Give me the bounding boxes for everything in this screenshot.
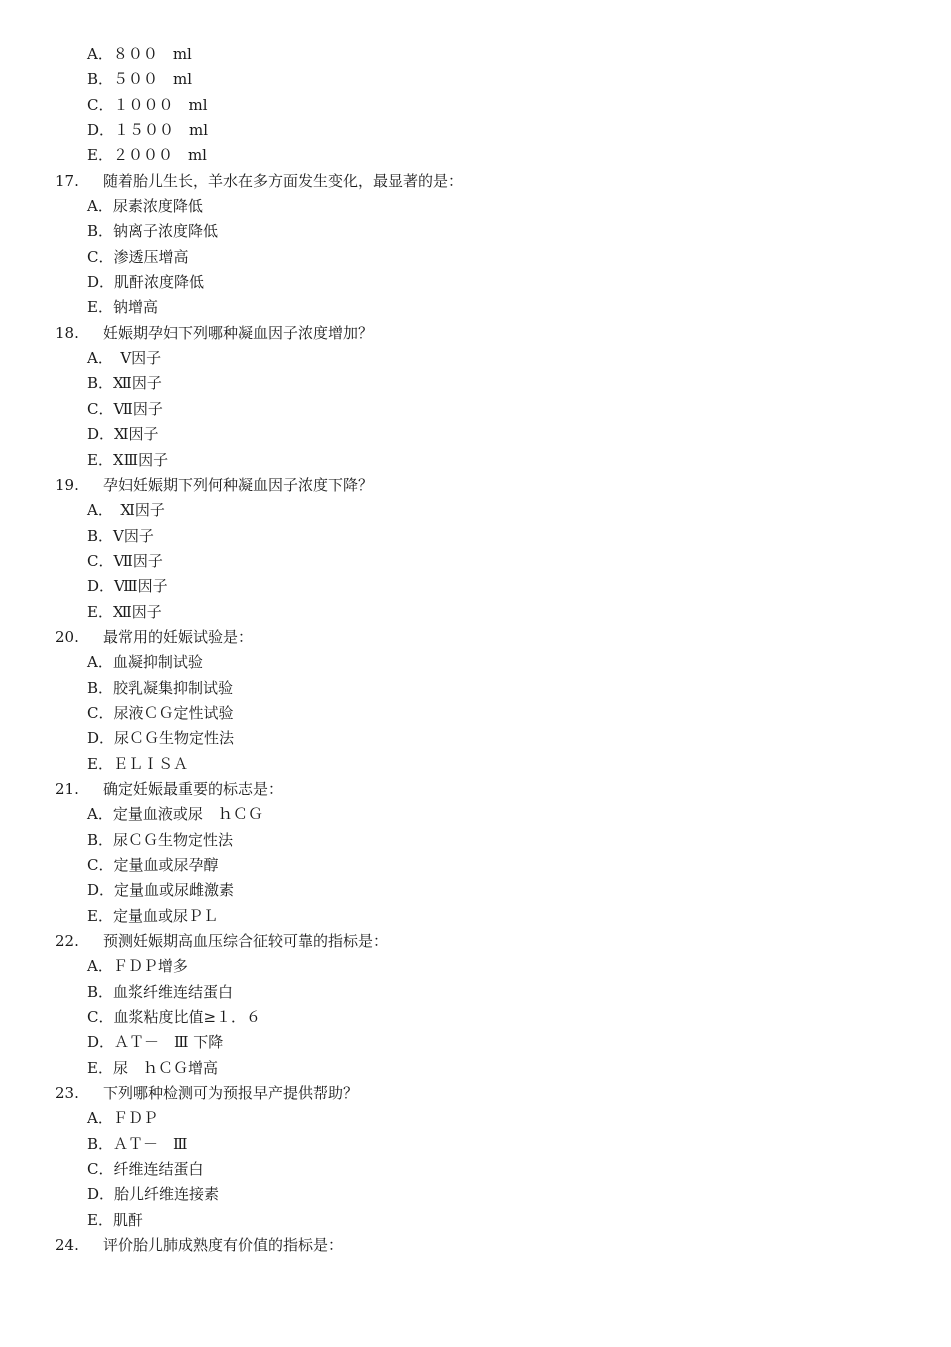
- question-text: 评价胎儿肺成熟度有价值的指标是：: [103, 1236, 344, 1255]
- answer-option: E．尿 ｈＣＧ增高: [87, 1058, 218, 1077]
- answer-option: D．肌酐浓度降低: [87, 273, 205, 292]
- answer-option: C．定量血或尿孕醇: [87, 856, 219, 874]
- question-number: 24.: [55, 1236, 79, 1255]
- answer-option: A．８００ ml: [87, 45, 192, 63]
- answer-option: A．ＦＤＰ: [87, 1109, 158, 1128]
- question-number: 22.: [55, 932, 79, 951]
- answer-option: A．血凝抑制试验: [87, 653, 203, 672]
- question-number: 19.: [55, 475, 79, 494]
- answer-option: C．１０００ ml: [87, 95, 208, 114]
- question-number: 23.: [55, 1084, 79, 1103]
- answer-option: D．定量血或尿雌激素: [87, 881, 235, 900]
- question-text: 妊娠期孕妇下列哪种凝血因子浓度增加？: [103, 323, 374, 342]
- answer-option: C．渗透压增高: [87, 247, 189, 266]
- answer-option: A． Ⅴ因子: [87, 349, 162, 368]
- question-number: 17.: [55, 171, 79, 190]
- answer-option: E．ⅩⅢ因子: [87, 450, 169, 469]
- question-stem: [0, 777, 951, 802]
- question-text: 确定妊娠最重要的标志是：: [103, 779, 284, 798]
- answer-option: C．纤维连结蛋白: [87, 1160, 204, 1179]
- answer-option: B．ＡＴ－ Ⅲ: [87, 1134, 188, 1153]
- answer-option: A．定量血液或尿 ｈＣＧ: [87, 805, 263, 824]
- question-stem: [0, 625, 951, 650]
- answer-option: E．Ⅻ因子: [87, 602, 162, 621]
- answer-option: D．１５００ ml: [87, 121, 209, 140]
- answer-option: D．Ⅷ因子: [87, 577, 168, 596]
- question-text: 预测妊娠期高血压综合征较可靠的指标是：: [103, 932, 389, 951]
- question-text: 孕妇妊娠期下列何种凝血因子浓度下降？: [103, 475, 374, 494]
- question-stem: [0, 1081, 951, 1106]
- answer-option: A．尿素浓度降低: [87, 197, 203, 216]
- answer-option: E．定量血或尿ＰＬ: [87, 906, 218, 925]
- question-number: 20.: [55, 627, 79, 646]
- answer-option: D．ＡＴ－ Ⅲ 下降: [87, 1033, 224, 1052]
- answer-option: C．尿液ＣＧ定性试验: [87, 703, 234, 722]
- answer-option: C．Ⅶ因子: [87, 399, 163, 418]
- question-text: 下列哪种检测可为预报早产提供帮助？: [103, 1084, 359, 1103]
- answer-option: A．ＦＤＰ增多: [87, 957, 188, 976]
- answer-option: D．尿ＣＧ生物定性法: [87, 729, 235, 748]
- question-number: 21.: [55, 779, 79, 798]
- exam-page: [0, 42, 951, 1259]
- answer-option: E．２０００ ml: [87, 146, 207, 165]
- answer-option: A． Ⅺ因子: [87, 501, 165, 520]
- answer-option: B．尿ＣＧ生物定性法: [87, 830, 234, 849]
- answer-option: E．ＥＬＩＳＡ: [87, 754, 188, 773]
- answer-option: E．钠增高: [87, 298, 158, 317]
- answer-option: B．钠离子浓度降低: [87, 222, 219, 241]
- question-text: 最常用的妊娠试验是：: [103, 627, 254, 646]
- question-text: 随着胎儿生长，羊水在多方面发生变化，最显著的是：: [103, 171, 464, 190]
- answer-option: B．５００ ml: [87, 70, 193, 89]
- question-stem: [0, 473, 951, 498]
- answer-option: D．Ⅺ因子: [87, 425, 159, 444]
- answer-option: B．Ⅻ因子: [87, 374, 162, 393]
- question-stem: [0, 169, 951, 194]
- question-stem: [0, 321, 951, 346]
- answer-option: B．胶乳凝集抑制试验: [87, 678, 234, 697]
- question-stem: [0, 929, 951, 954]
- question-number: 18.: [55, 323, 79, 342]
- answer-option: B．血浆纤维连结蛋白: [87, 982, 234, 1001]
- answer-option: E．肌酐: [87, 1210, 143, 1229]
- answer-option: B．Ⅴ因子: [87, 526, 154, 545]
- answer-option: C．Ⅶ因子: [87, 551, 163, 570]
- answer-option: C．血浆粘度比值≥１．６: [87, 1008, 262, 1027]
- answer-option: D．胎儿纤维连接素: [87, 1185, 220, 1204]
- question-stem: [0, 1233, 951, 1258]
